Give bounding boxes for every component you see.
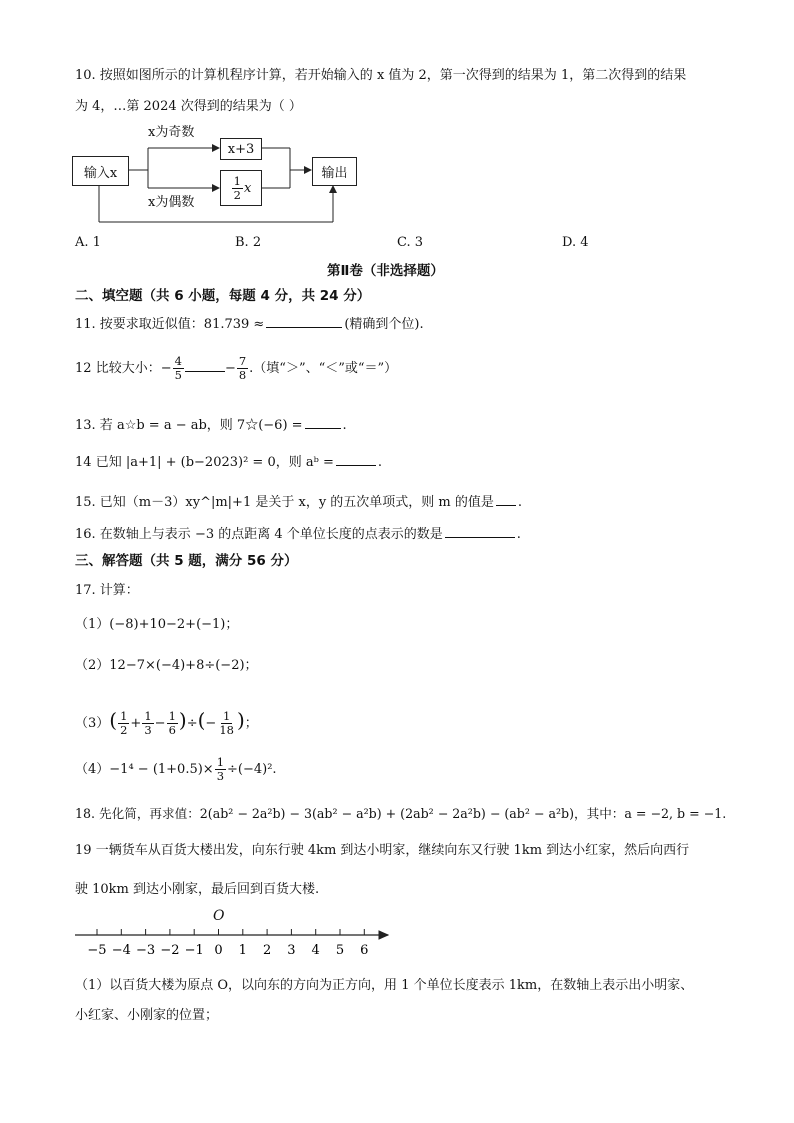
q12-label: 12 [75,361,92,376]
q12: 12 比较大小：− $\frac{4}{5}$ − $\frac{7}{8}$ .（填“＞”、“＜”或“＝”） [75,354,398,382]
q17-part4-a: −1⁴ − (1+0.5)× [109,762,214,777]
q11-answer-blank[interactable] [266,315,342,328]
axis-tick-label: −4 [111,943,131,958]
q10-line2: 为 4，…第 2024 次得到的结果为（ ） [75,99,302,114]
choice-c: C. 3 [397,235,424,250]
q17-p3-frac4-num: 1 [222,709,231,723]
q16-tail: . [516,527,521,542]
q17-part4-label: （4） [75,762,110,777]
axis-tick-label: 6 [360,943,369,958]
q17-part2: （2）12−7×(−4)+8÷(−2)； [75,658,258,673]
q17-p3-frac3-num: 1 [168,709,176,723]
q15-tail: . [517,495,523,510]
even-label: x为偶数 [148,195,195,210]
q14-label: 14 [75,455,92,470]
q10-line1: 10. 按照如图所示的计算机程序计算，若开始输入的 x 值为 2，第一次得到的结果为 1，第二次得到的结果 [75,68,687,83]
q19-line2: 驶 10km 到达小刚家，最后回到百货大楼. [75,882,320,897]
q17-part4 [75,754,277,786]
q17-p3-frac1-den: 2 [120,723,128,737]
half-den: 2 [233,187,241,202]
q15 [75,493,522,512]
choice-b: B. 2 [235,235,262,250]
q17-part3-label: （3） [75,716,110,731]
q17-p3-frac3-den: 6 [168,723,176,737]
q17-p3-frac2-num: 1 [144,709,152,723]
axis-tick-label: −2 [160,943,180,958]
q14 [75,453,382,472]
q19-label: 19 [75,843,92,858]
input-box: 输入x [72,156,129,186]
q19-sub1-line2: 小红家、小刚家的位置； [75,1008,219,1023]
axis-tick-label: 2 [262,943,272,958]
add-three-box: x+3 [220,138,262,160]
q17-title: 17. 计算： [75,583,139,598]
axis-tick-label: 3 [287,943,296,958]
q17-p3-frac2-den: 3 [144,723,152,737]
q16-answer-blank[interactable] [445,525,515,538]
choice-d: D. 4 [562,235,589,250]
q14-answer-blank[interactable] [336,453,376,466]
q18-text: 18. 先化简，再求值：2(ab² − 2a²b) − 3(ab² − a²b) + (2ab² − 2a²b) − (ab² − a²b)，其中：a = −2, b = −1. [75,806,727,821]
q16-text: 16. 在数轴上与表示 −3 的点距离 4 个单位长度的点表示的数是 [75,527,443,542]
q13-tail: . [342,418,347,433]
axis-tick-label: −5 [87,943,107,958]
section2-heading: 二、填空题（共 6 小题，每题 4 分，共 24 分） [75,288,371,304]
q13-text: 13. 若 a☆b = a − ab，则 7☆(−6) = [75,418,303,433]
q12-lead: 比较大小： [95,361,161,376]
q17-p3-frac4-den: 18 [219,723,234,737]
q17-part4-b: ÷(−4)². [227,762,277,777]
q19-sub1-line1: （1）以百货大楼为原点 O，以向东的方向为正方向，用 1 个单位长度表示 1km，在数轴上表示出小明家、 [75,978,694,993]
q12-frac2-num: 7 [238,354,247,368]
section3-heading: 三、解答题（共 5 题，满分 56 分） [75,553,298,569]
q13 [75,416,347,435]
origin-label: O [213,908,225,924]
q17-p3-frac1-num: 1 [120,709,128,723]
q17-part1: （1）(−8)+10−2+(−1)； [75,617,239,632]
axis-tick-label: 0 [214,943,223,958]
q19-line1 [75,842,689,860]
half-box [220,170,262,206]
axis-tick-label: 5 [335,943,345,958]
q15-answer-blank[interactable] [496,493,516,506]
choice-a: A. 1 [75,235,101,250]
q17-part3: （3）( $\frac{1}{2}$ + $\frac{1}{3}$ − $\frac{1}{6}$ )÷(− $\frac{1}{18}$ )； [75,708,258,737]
q14-text: 已知 |a+1| + (b−2023)² = 0，则 aᵇ = [95,455,334,470]
half-num: 1 [233,173,241,188]
number-line [0,905,794,965]
q12-tail: .（填“＞”、“＜”或“＝”） [249,361,398,376]
part2-title: 第Ⅱ卷（非选择题） [327,263,444,279]
q11 [75,315,424,334]
q11-text: 11. 按要求取近似值：81.739 ≈ [75,317,265,332]
half-var: x [243,180,252,196]
axis-tick-label: 1 [238,943,247,958]
q12-frac2-den: 8 [238,368,247,382]
q12-frac1-num: 4 [174,354,182,368]
axis-tick-label: 4 [311,943,320,958]
flowchart-arrows [0,0,794,240]
q13-answer-blank[interactable] [305,416,341,429]
q19-line1-text: 一辆货车从百货大楼出发，向东行驶 4km 到达小明家，继续向东又行驶 1km 到达小红家，然后向西行 [95,843,690,858]
q12-answer-blank[interactable] [185,359,225,372]
axis-tick-label: −1 [184,943,204,958]
odd-label: x为奇数 [148,125,195,140]
q17-p4-frac-den: 3 [216,769,225,783]
q12-frac1-den: 5 [174,368,182,382]
output-box: 输出 [312,157,357,186]
q17-p4-frac-num: 1 [216,755,225,769]
q15-text: 15. 已知（m－3）xy^|m|+1 是关于 x，y 的五次单项式，则 m 的值是 [75,495,494,510]
number-line-svg [0,905,794,965]
q16 [75,525,521,544]
flowchart [0,0,794,240]
q14-tail: . [377,455,382,470]
axis-tick-label: −3 [136,943,156,958]
q11-tail: (精确到个位). [344,317,424,332]
